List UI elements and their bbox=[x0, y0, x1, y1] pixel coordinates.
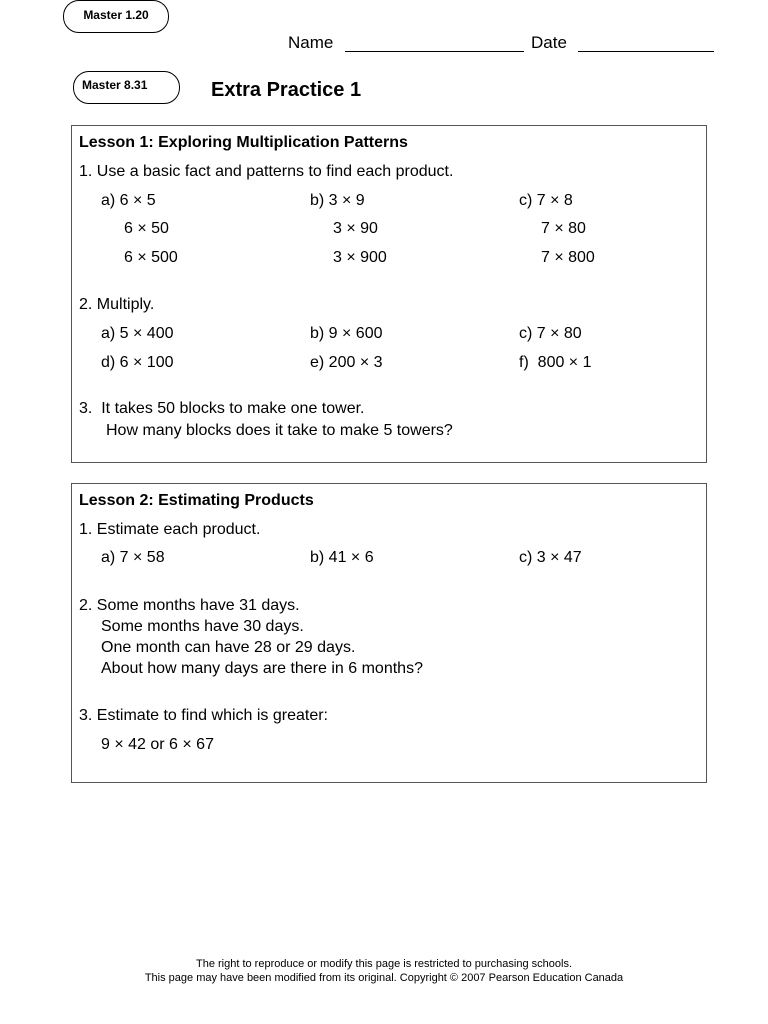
lesson1-q1-a-3: 6 × 500 bbox=[124, 249, 178, 266]
master-label-mid bbox=[73, 71, 180, 104]
footer-rights: The right to reproduce or modify this page is restricted to purchasing schools. bbox=[195, 958, 573, 970]
lesson1-q2-d: d) 6 × 100 bbox=[101, 354, 174, 371]
lesson1-q1-b-1: b) 3 × 9 bbox=[310, 192, 365, 209]
lesson1-q3-line1: 3. It takes 50 blocks to make one tower. bbox=[79, 400, 365, 417]
lesson2-heading: Lesson 2: Estimating Products bbox=[79, 492, 314, 509]
lesson1-q2-prompt: 2. Multiply. bbox=[79, 296, 155, 313]
lesson1-q1-c-1: c) 7 × 8 bbox=[519, 192, 573, 209]
name-label: Name bbox=[288, 33, 334, 52]
lesson1-q2-e: e) 200 × 3 bbox=[310, 354, 383, 371]
master-label-top bbox=[63, 0, 169, 33]
lesson1-q2-b: b) 9 × 600 bbox=[310, 325, 383, 342]
lesson2-q1-b: b) 41 × 6 bbox=[310, 549, 374, 566]
lesson1-q1-c-2: 7 × 80 bbox=[541, 220, 586, 237]
lesson1-q1-b-2: 3 × 90 bbox=[333, 220, 378, 237]
lesson1-q1-a-1: a) 6 × 5 bbox=[101, 192, 156, 209]
date-line[interactable] bbox=[578, 51, 714, 52]
page-title: Extra Practice 1 bbox=[211, 79, 362, 101]
lesson2-q2-line1: 2. Some months have 31 days. bbox=[79, 597, 300, 614]
lesson2-q1-prompt: 1. Estimate each product. bbox=[79, 521, 261, 538]
lesson2-q3-prompt: 3. Estimate to find which is greater: bbox=[79, 707, 328, 724]
lesson1-q3-line2: How many blocks does it take to make 5 towers? bbox=[106, 422, 453, 439]
lesson1-q1-prompt: 1. Use a basic fact and patterns to find each product. bbox=[79, 163, 454, 180]
master-label-top-text: Master 1.20 bbox=[83, 7, 149, 22]
lesson1-q1-c-3: 7 × 800 bbox=[541, 249, 595, 266]
date-label: Date bbox=[531, 33, 567, 52]
lesson2-q2-line3: One month can have 28 or 29 days. bbox=[101, 639, 356, 656]
lesson1-q1-a-2: 6 × 50 bbox=[124, 220, 169, 237]
lesson2-q2-line2: Some months have 30 days. bbox=[101, 618, 304, 635]
lesson2-q1-c: c) 3 × 47 bbox=[519, 549, 582, 566]
lesson2-q3-expr: 9 × 42 or 6 × 67 bbox=[101, 736, 214, 753]
lesson2-q2-line4: About how many days are there in 6 months? bbox=[101, 660, 423, 677]
master-label-mid-text: Master 8.31 bbox=[82, 77, 148, 92]
lesson2-q1-a: a) 7 × 58 bbox=[101, 549, 165, 566]
lesson1-q1-b-3: 3 × 900 bbox=[333, 249, 387, 266]
lesson1-q2-c: c) 7 × 80 bbox=[519, 325, 582, 342]
name-line[interactable] bbox=[345, 51, 524, 52]
lesson1-heading: Lesson 1: Exploring Multiplication Patterns bbox=[79, 134, 408, 151]
footer-copyright: This page may have been modified from its original. Copyright © 2007 Pearson Education Canada bbox=[144, 972, 624, 984]
lesson1-q2-a: a) 5 × 400 bbox=[101, 325, 174, 342]
lesson1-q2-f: f) 800 × 1 bbox=[519, 354, 592, 371]
